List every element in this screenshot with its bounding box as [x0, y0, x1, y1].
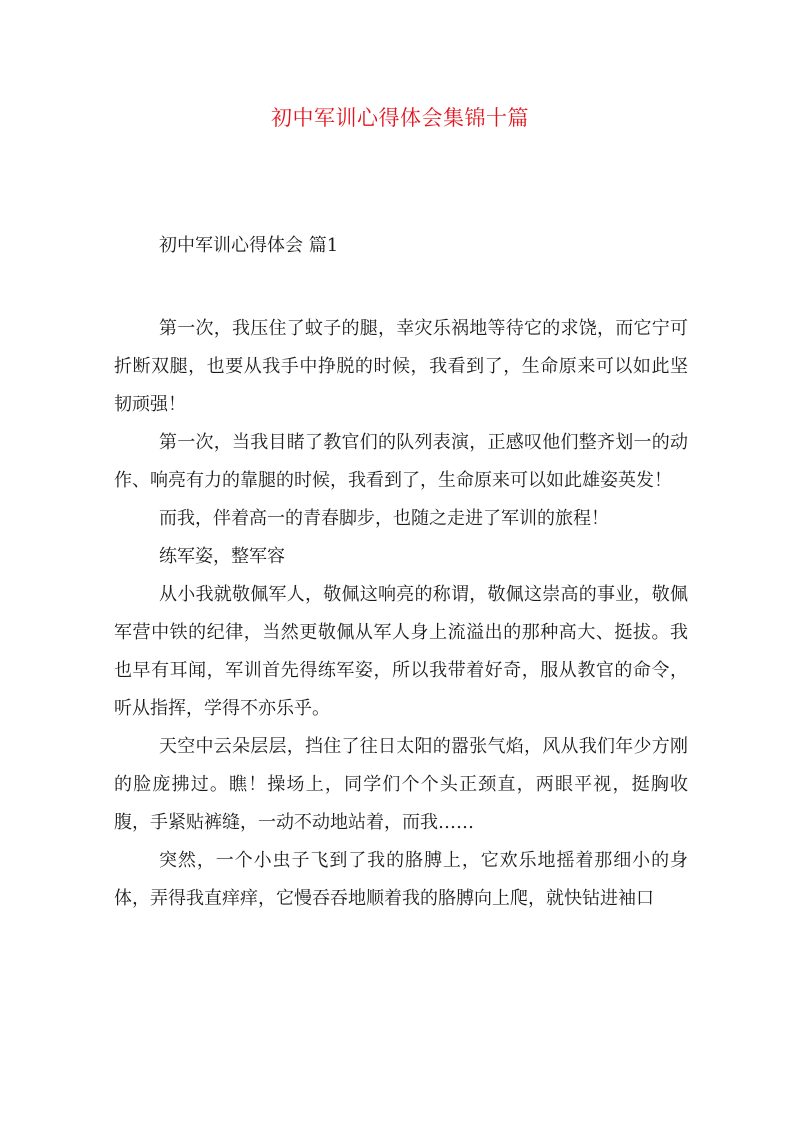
paragraph-5: 从小我就敬佩军人，敬佩这响亮的称谓，敬佩这崇高的事业，敬佩军营中铁的纪律，当然更敬佩从军人身上流溢出的那种高大、挺拔。我也早有耳闻，军训首先得练军姿，所以我带着好奇，服从教官的命令，听从指挥，学得不亦乐乎。: [114, 584, 688, 719]
paragraph-7: 突然，一个小虫子飞到了我的胳膊上，它欢乐地摇着那细小的身体，弄得我直痒痒，它慢吞吞地顺着我的胳膊向上爬，就快钻进袖口: [114, 850, 688, 909]
document-body: [114, 310, 688, 918]
paragraph-1: 第一次，我压住了蚊子的腿，幸灾乐祸地等待它的求饶，而它宁可折断双腿，也要从我手中挣脱的时候，我看到了，生命原来可以如此坚韧顽强！: [114, 318, 688, 415]
paragraph-subheading: 练军姿，整军容: [159, 546, 285, 567]
section-heading: 初中军训心得体会 篇1: [159, 235, 339, 256]
paragraph-2: 第一次，当我目睹了教官们的队列表演，正感叹他们整齐划一的动作、响亮有力的靠腿的时候，我看到了，生命原来可以如此雄姿英发！: [114, 432, 688, 491]
paragraph-6: 天空中云朵层层，挡住了往日太阳的嚣张气焰，风从我们年少方刚的脸庞拂过。瞧！操场上，同学们个个头正颈直，两眼平视，挺胸收腹，手紧贴裤缝，一动不动地站着，而我……: [114, 736, 688, 833]
paragraph-3: 而我，伴着高一的青春脚步，也随之走进了军训的旅程！: [159, 508, 609, 529]
document-title: 初中军训心得体会集锦十篇: [271, 106, 529, 130]
